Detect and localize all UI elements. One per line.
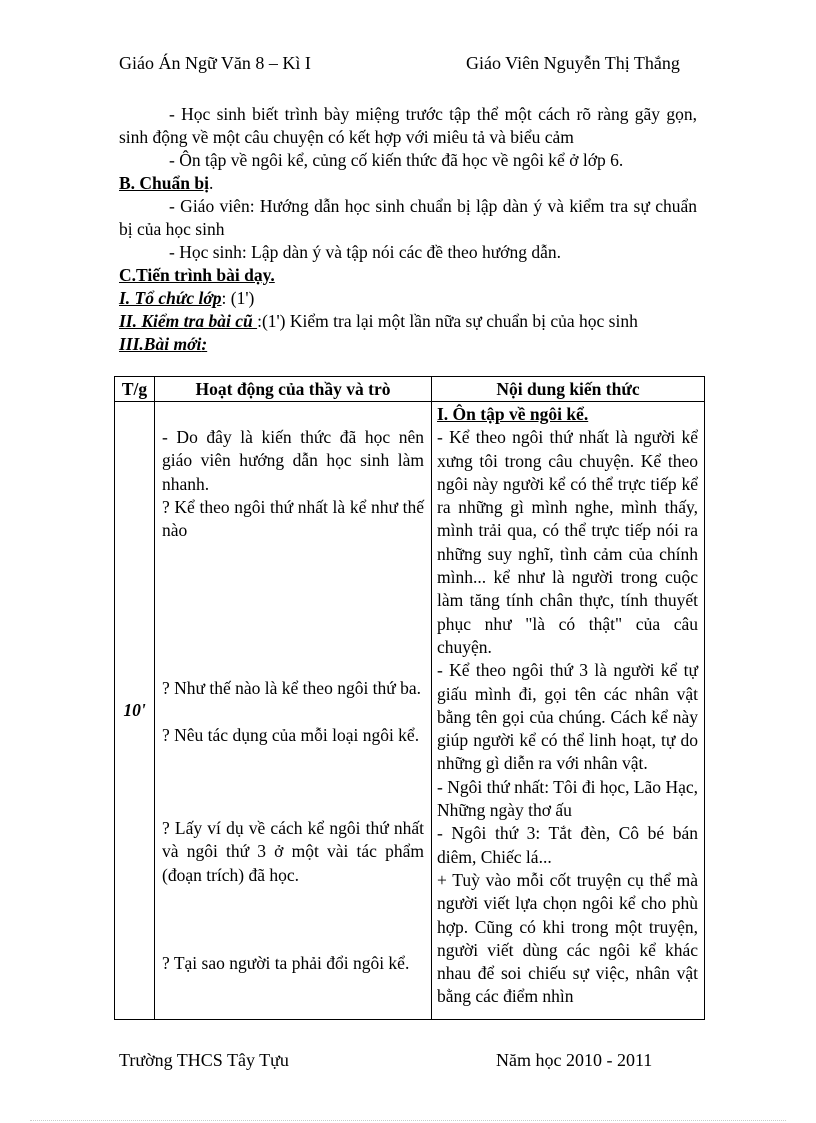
header-right: Giáo Viên Nguyễn Thị Thắng [466, 53, 680, 73]
header-content: Nội dung kiến thức [432, 377, 705, 402]
content-heading: I. Ôn tập về ngôi kể. [437, 404, 589, 424]
content-cell [432, 402, 705, 1020]
activity-1: - Do đây là kiến thức đã học nên giáo viên hướng dẫn học sinh làm nhanh. [162, 427, 424, 494]
lesson-table [114, 376, 705, 1020]
section-2-title: II. Kiểm tra bài cũ [119, 311, 258, 331]
activity-5: ? Lấy ví dụ về cách kể ngôi thứ nhất và ngôi thứ 3 ở một vài tác phẩm (đoạn trích) đã học. [162, 818, 424, 885]
footer-left: Trường THCS Tây Tựu [119, 1050, 289, 1070]
activity-2: ? Kể theo ngôi thứ nhất là kể như thế nào [162, 497, 424, 541]
time-value: 10' [123, 700, 146, 720]
intro-text [119, 103, 697, 356]
header-left: Giáo Án Ngữ Văn 8 – Kì I [119, 53, 311, 73]
activity-3: ? Như thế nào là kể theo ngôi thứ ba. [162, 678, 422, 698]
section-3-text: : [201, 334, 208, 354]
table-header-row [115, 377, 705, 402]
section-c [119, 264, 697, 287]
section-c-title: C.Tiến trình bài dạy. [119, 265, 275, 285]
activity-4: ? Nêu tác dụng của mỗi loại ngôi kể. [162, 725, 420, 745]
section-1-title: I. Tổ chức lớp [119, 288, 222, 308]
activity-6: ? Tại sao người ta phải đổi ngôi kể. [162, 953, 410, 973]
section-3 [119, 333, 697, 356]
content-paragraph-1: - Kể theo ngôi thứ nhất là người kể xưng tôi trong câu chuyện. Kể theo ngôi này người kể có thể trực tiếp kể ra những gì mình nghe, mình thấy, mình trải qua, có thể trực tiếp nói ra những suy nghĩ, tình cảm của chính mình... kể như là người trong cuộc làm tăng tính chân thực, tính thuyết phục như "là có thật" của câu chuyện. [437, 427, 698, 657]
table-row [115, 402, 705, 1020]
section-b [119, 172, 697, 195]
section-b-dot: . [208, 173, 214, 193]
section-1 [119, 287, 697, 310]
content-paragraph-4: - Ngôi thứ 3: Tắt đèn, Cô bé bán diêm, Chiếc lá... [437, 823, 698, 867]
intro-paragraph-3: - Giáo viên: Hướng dẫn học sinh chuẩn bị lập dàn ý và kiểm tra sự chuẩn bị của học sinh [119, 196, 697, 239]
activity-cell [155, 402, 432, 1020]
section-2 [119, 310, 697, 333]
content-paragraph-2: - Kể theo ngôi thứ 3 là người kể tự giấu mình đi, gọi tên các nhân vật bằng tên gọi của chúng. Cách kể này giúp người kể có thể linh hoạt, tự do những gì diễn ra với nhân vật. [437, 660, 698, 774]
section-2-text: :(1') Kiểm tra lại một lần nữa sự chuẩn bị của học sinh [257, 311, 638, 331]
section-b-title: B. Chuẩn bị [119, 173, 209, 193]
intro-paragraph-1: - Học sinh biết trình bày miệng trước tập thể một cách rõ ràng gãy gọn, sinh động về một câu chuyện có kết hợp với miêu tả và biểu cảm [119, 104, 697, 147]
page-bottom-rule [30, 1120, 786, 1121]
content-paragraph-3: - Ngôi thứ nhất: Tôi đi học, Lão Hạc, Những ngày thơ ấu [437, 776, 698, 821]
intro-paragraph-2: - Ôn tập về ngôi kể, củng cố kiến thức đã học về ngôi kể ở lớp 6. [169, 150, 624, 170]
section-1-text: : (1') [221, 288, 255, 308]
content-paragraph-5: + Tuỳ vào mỗi cốt truyện cụ thể mà người viết lựa chọn ngôi kể cho phù hợp. Cũng có khi trong một truyện, người viết dùng các ngôi kể khác nhau để soi chiếu sự việc, nhân vật bằng các điểm nhìn [437, 869, 698, 1007]
header-activity: Hoạt động của thầy và trò [155, 377, 432, 402]
section-3-title: III.Bài mới [119, 334, 202, 354]
intro-paragraph-4: - Học sinh: Lập dàn ý và tập nói các đề theo hướng dẫn. [169, 242, 561, 262]
header-time: T/g [115, 377, 155, 402]
content-text [432, 402, 704, 1019]
time-cell [115, 402, 155, 1020]
footer-right: Năm học 2010 - 2011 [496, 1050, 653, 1070]
